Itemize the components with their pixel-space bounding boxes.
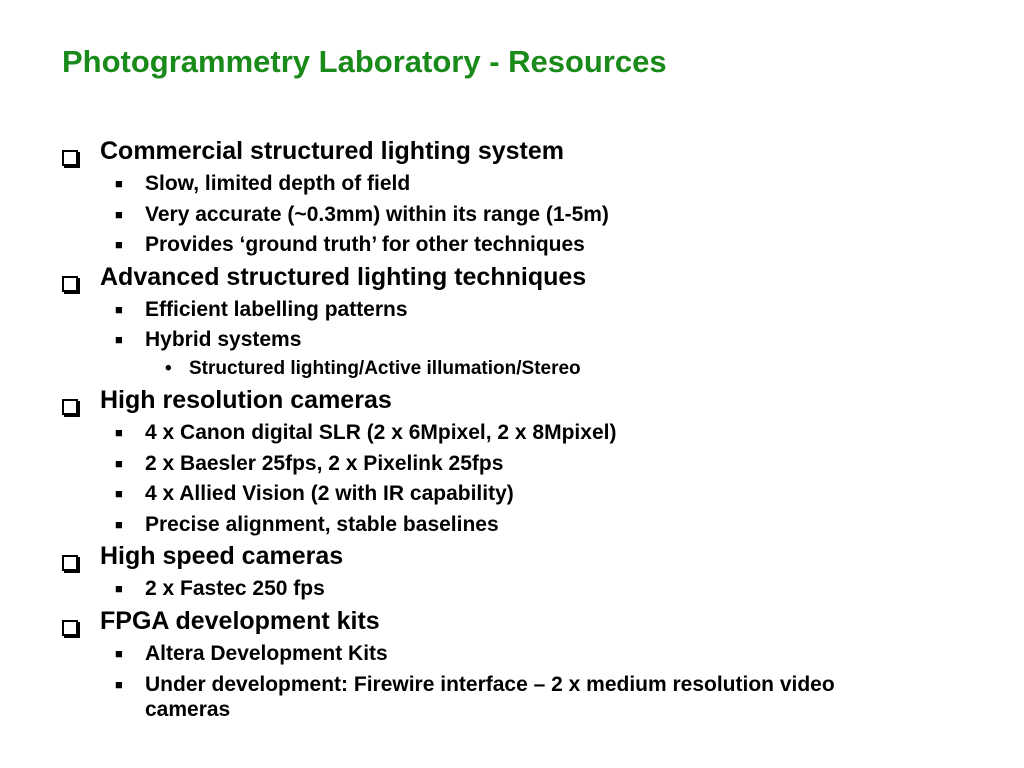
bullet-item-level2: ■ Slow, limited depth of field bbox=[115, 172, 411, 195]
bullet-item-level3: • Structured lighting/Active illumation/Stereo bbox=[165, 358, 581, 379]
bullet-item-level2: ■ Provides ‘ground truth’ for other techniques bbox=[115, 233, 585, 256]
square-bullet-icon: ■ bbox=[115, 456, 123, 471]
bullet-item-level2: ■ Precise alignment, stable baselines bbox=[115, 513, 499, 536]
bullet-item-level2: ■ Altera Development Kits bbox=[115, 642, 388, 665]
bullet-item-level1: High resolution cameras bbox=[62, 385, 392, 415]
checkbox-bullet-icon bbox=[62, 136, 78, 166]
bullet-item-level2: ■ 4 x Allied Vision (2 with IR capability) bbox=[115, 482, 514, 505]
square-bullet-icon: ■ bbox=[115, 207, 123, 222]
square-bullet-icon: ■ bbox=[115, 302, 123, 317]
checkbox-bullet-icon bbox=[62, 262, 78, 292]
bullet-item-level2: ■ Under development: Firewire interface – 2 x medium resolution video cameras bbox=[115, 673, 835, 721]
square-bullet-icon: ■ bbox=[115, 517, 123, 532]
bullet-item-level2: ■ Hybrid systems bbox=[115, 328, 302, 351]
checkbox-bullet-icon bbox=[62, 385, 78, 415]
bullet-item-level1: Advanced structured lighting techniques bbox=[62, 262, 586, 292]
square-bullet-icon: ■ bbox=[115, 237, 123, 252]
bullet-item-level2: ■ 2 x Fastec 250 fps bbox=[115, 577, 325, 600]
bullet-item-level2: ■ Very accurate (~0.3mm) within its range (1-5m) bbox=[115, 203, 609, 226]
bullet-item-level2: ■ 4 x Canon digital SLR (2 x 6Mpixel, 2 x 8Mpixel) bbox=[115, 421, 617, 444]
square-bullet-icon: ■ bbox=[115, 581, 123, 596]
dot-bullet-icon: • bbox=[165, 358, 172, 379]
square-bullet-icon: ■ bbox=[115, 332, 123, 347]
checkbox-bullet-icon bbox=[62, 606, 78, 636]
square-bullet-icon: ■ bbox=[115, 486, 123, 501]
square-bullet-icon: ■ bbox=[115, 677, 123, 692]
bullet-item-level1: Commercial structured lighting system bbox=[62, 136, 564, 166]
square-bullet-icon: ■ bbox=[115, 176, 123, 191]
bullet-item-level2: ■ 2 x Baesler 25fps, 2 x Pixelink 25fps bbox=[115, 452, 504, 475]
bullet-item-level1: High speed cameras bbox=[62, 541, 343, 571]
slide-title: Photogrammetry Laboratory - Resources bbox=[62, 44, 667, 79]
square-bullet-icon: ■ bbox=[115, 425, 123, 440]
square-bullet-icon: ■ bbox=[115, 646, 123, 661]
bullet-item-level1: FPGA development kits bbox=[62, 606, 380, 636]
checkbox-bullet-icon bbox=[62, 541, 78, 571]
bullet-item-level2: ■ Efficient labelling patterns bbox=[115, 298, 408, 321]
